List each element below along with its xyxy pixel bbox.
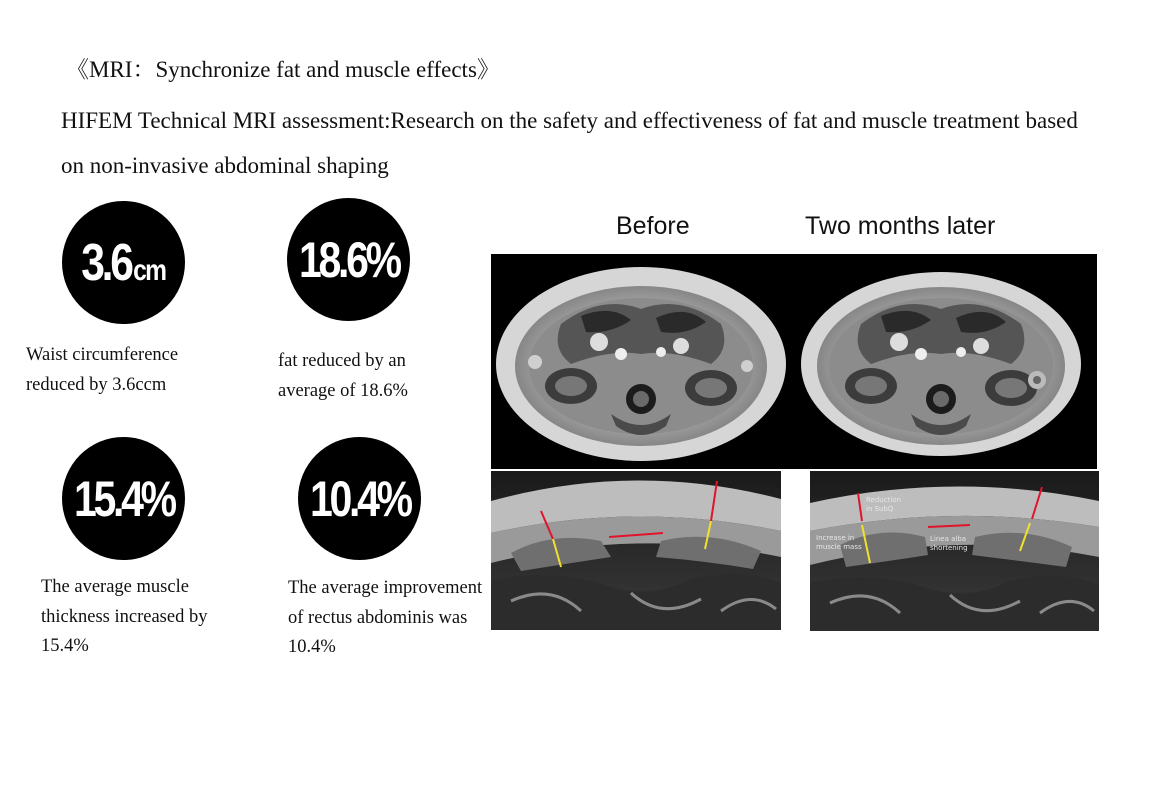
stat-caption-fat: fat reduced by an average of 18.6% xyxy=(278,351,408,401)
stat-badge-fat xyxy=(287,198,410,321)
annotation-linea-2: shortening xyxy=(930,544,968,552)
page-title: 《MRI：Synchronize fat and muscle effects》 xyxy=(66,57,500,82)
mri-closeup-before-panel xyxy=(491,471,781,630)
annotation-linea-1: Linea alba xyxy=(930,535,967,543)
stat-caption-waist: Waist circumference reduced by 3.6ccm xyxy=(26,345,179,395)
stat-value: 3.6cm xyxy=(81,233,166,292)
page-subtitle: HIFEM Technical MRI assessment:Research on the safety and effectiveness of fat and muscle treatment based on non-invasive abdominal shaping xyxy=(61,108,1078,178)
stat-caption-muscle: The average muscle thickness increased by 15.4% xyxy=(41,577,208,656)
stat-value: 18.6% xyxy=(298,231,399,288)
stat-caption-rectus: The average improvement of rectus abdominis was 10.4% xyxy=(288,578,483,657)
stat-unit: cm xyxy=(133,253,166,287)
mri-axial-panel xyxy=(491,254,1097,469)
after-label: Two months later xyxy=(805,212,996,240)
mri-after-axial xyxy=(801,272,1081,456)
annotation-muscle-2: muscle mass xyxy=(816,543,862,551)
mri-before-axial xyxy=(496,267,786,461)
mri-axial-image xyxy=(491,254,1097,469)
stat-value: 15.4% xyxy=(73,470,174,527)
annotation-subq-2: in SubQ xyxy=(866,505,894,513)
mri-closeup-after-image xyxy=(810,471,1099,631)
stat-badge-muscle xyxy=(62,437,185,560)
annotation-subq-1: Reduction xyxy=(866,496,901,504)
mri-closeup-after-panel xyxy=(810,471,1099,631)
stat-badge-rectus xyxy=(298,437,421,560)
before-label: Before xyxy=(616,212,690,240)
stat-badge-waist xyxy=(62,201,185,324)
mri-closeup-before-image xyxy=(491,471,781,630)
annotation-muscle-1: Increase in xyxy=(816,534,855,542)
stat-value: 10.4% xyxy=(309,470,410,527)
